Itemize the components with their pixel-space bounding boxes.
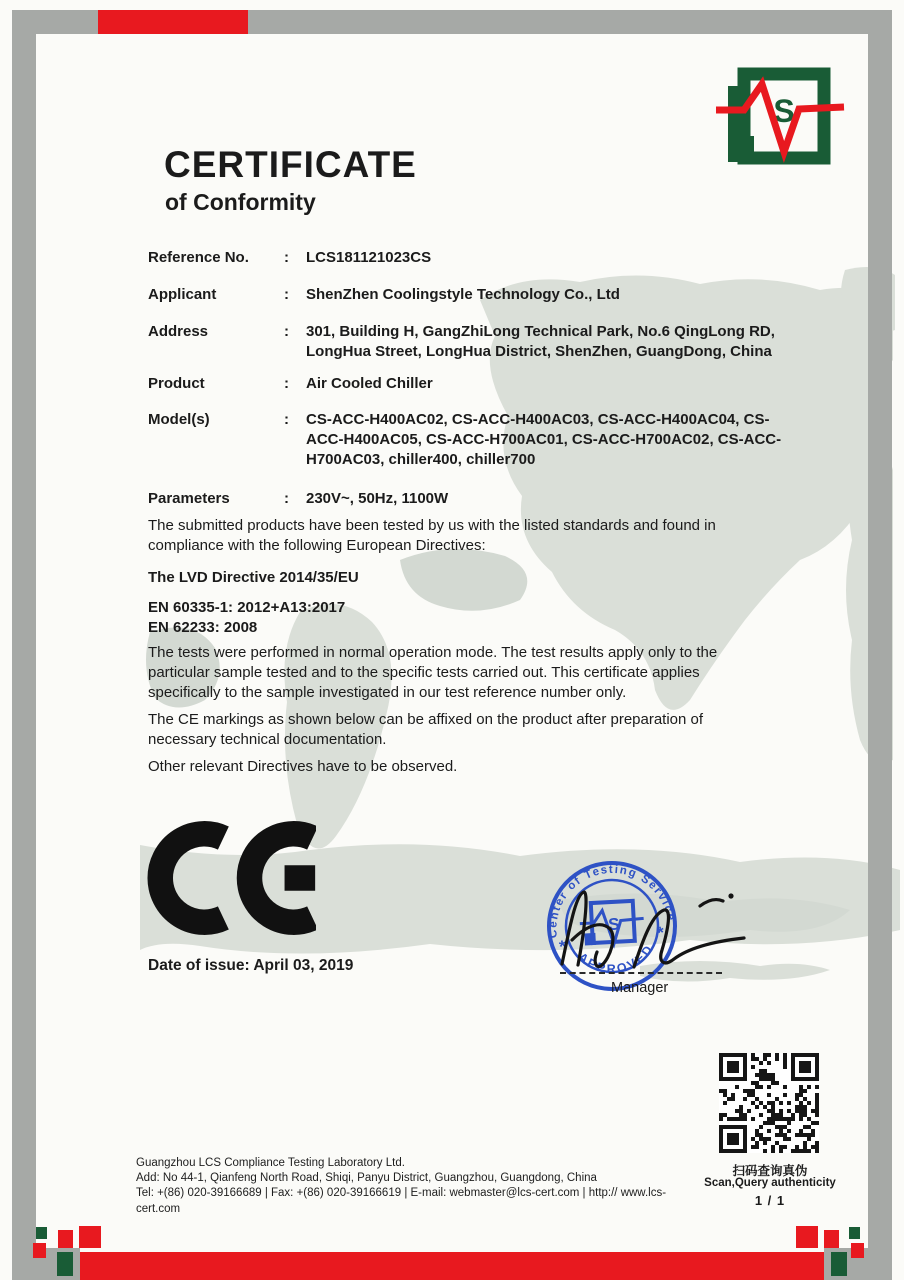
footer-company: Guangzhou LCS Compliance Testing Laboratory Ltd. [136, 1157, 405, 1169]
field-address [148, 322, 788, 362]
field-label: Parameters [148, 490, 230, 507]
page-subtitle: of Conformity [165, 189, 316, 215]
field-label: Applicant [148, 286, 217, 303]
ce-mark-icon [146, 810, 316, 946]
qr-caption-zh: 扫码查询真伪 [732, 1164, 808, 1178]
frame-right [868, 10, 892, 1280]
accent-green-left [57, 1252, 73, 1276]
standard-line-1: EN 60335-1: 2012+A13:2017 [148, 599, 346, 616]
field-colon: : [284, 375, 289, 392]
page-title: CERTIFICATE [164, 144, 417, 185]
qr-code [719, 1053, 819, 1153]
field-value: 230V~, 50Hz, 1100W [306, 490, 449, 507]
accent-sq-red-l3 [79, 1226, 101, 1248]
accent-sq-red-r2 [824, 1230, 839, 1248]
field-product [148, 374, 788, 394]
accent-green-right [831, 1252, 847, 1276]
field-parameters [148, 489, 788, 509]
field-value: 301, Building H, GangZhiLong Technical Park, No.6 QingLong RD, LongHua Street, LongHua District, ShenZhen, GuangDong, China [306, 323, 775, 360]
field-colon: : [284, 249, 289, 266]
paragraph-ce-markings: The CE markings as shown below can be affixed on the product after preparation of necessary technical documentation. [148, 711, 704, 748]
stamp-asterisk-left: * [558, 936, 568, 957]
qr-caption-en: Scan,Query authenticity [704, 1177, 836, 1189]
accent-sq-red-r3 [796, 1226, 818, 1248]
page-number: 1 / 1 [754, 1193, 786, 1208]
field-label: Product [148, 375, 205, 392]
footer-address: Add: No 44-1, Qianfeng North Road, Shiqi, Panyu District, Guangzhou, Guangdong, China [136, 1172, 597, 1185]
field-value: LCS181121023CS [306, 249, 432, 266]
manager-signature [548, 868, 778, 988]
frame-left [12, 10, 36, 1280]
accent-sq-red-l1 [33, 1243, 46, 1258]
paragraph-intro: The submitted products have been tested by us with the listed standards and found in compliance with the following European Directives: [148, 517, 716, 554]
footer-contact: Tel: +(86) 020-39166689 | Fax: +(86) 020-39166619 | E-mail: webmaster@lcs-cert.com | http:// www.lcs-cert.com [136, 1187, 667, 1215]
accent-bottom-red-bar [80, 1252, 824, 1280]
field-colon: : [284, 323, 289, 340]
field-value: CS-ACC-H400AC02, CS-ACC-H400AC03, CS-ACC-H400AC04, CS-ACC-H400AC05, CS-ACC-H700AC01, CS-ACC-H700AC02, CS-ACC-H700AC03, chiller400, chiller700 [306, 411, 782, 468]
paragraph-directive: The LVD Directive 2014/35/EU [148, 569, 359, 586]
stamp-bottom-text: APPROVED [575, 941, 657, 977]
accent-sq-green-r [849, 1227, 860, 1239]
accent-sq-green-l [36, 1227, 47, 1239]
signature-line [560, 972, 722, 974]
paragraph-other-directives: Other relevant Directives have to be observed. [148, 758, 458, 775]
paragraph-tests: The tests were performed in normal operation mode. The test results apply only to the particular sample tested and to the specific tests carried out. This certificate applies specifically to the sample investigated in our test reference number only. [148, 644, 718, 701]
standard-line-2: EN 62233: 2008 [148, 619, 258, 636]
field-label: Model(s) [148, 411, 210, 428]
logo-letter-s: S [773, 93, 795, 129]
stamp-top-text: Center of Testing Service [547, 863, 677, 939]
field-label: Address [148, 323, 209, 340]
field-value: ShenZhen Coolingstyle Technology Co., Ltd [306, 286, 620, 303]
field-models [148, 410, 788, 469]
field-colon: : [284, 286, 289, 303]
footer-block [136, 1156, 696, 1217]
field-value: Air Cooled Chiller [306, 375, 433, 392]
field-colon: : [284, 411, 289, 428]
field-applicant [148, 285, 788, 305]
date-of-issue: Date of issue: April 03, 2019 [148, 957, 354, 974]
accent-top-red-block [98, 10, 248, 34]
accent-sq-red-l2 [58, 1230, 73, 1248]
field-label: Reference No. [148, 249, 249, 266]
stamp-asterisk-right: * [656, 922, 666, 943]
stamp-logo-letter: S [607, 914, 621, 935]
field-reference-no [148, 248, 788, 268]
signer-title: Manager [611, 980, 669, 996]
lcs-logo-icon [714, 64, 846, 170]
accent-sq-red-r1 [851, 1243, 864, 1258]
field-colon: : [284, 490, 289, 507]
